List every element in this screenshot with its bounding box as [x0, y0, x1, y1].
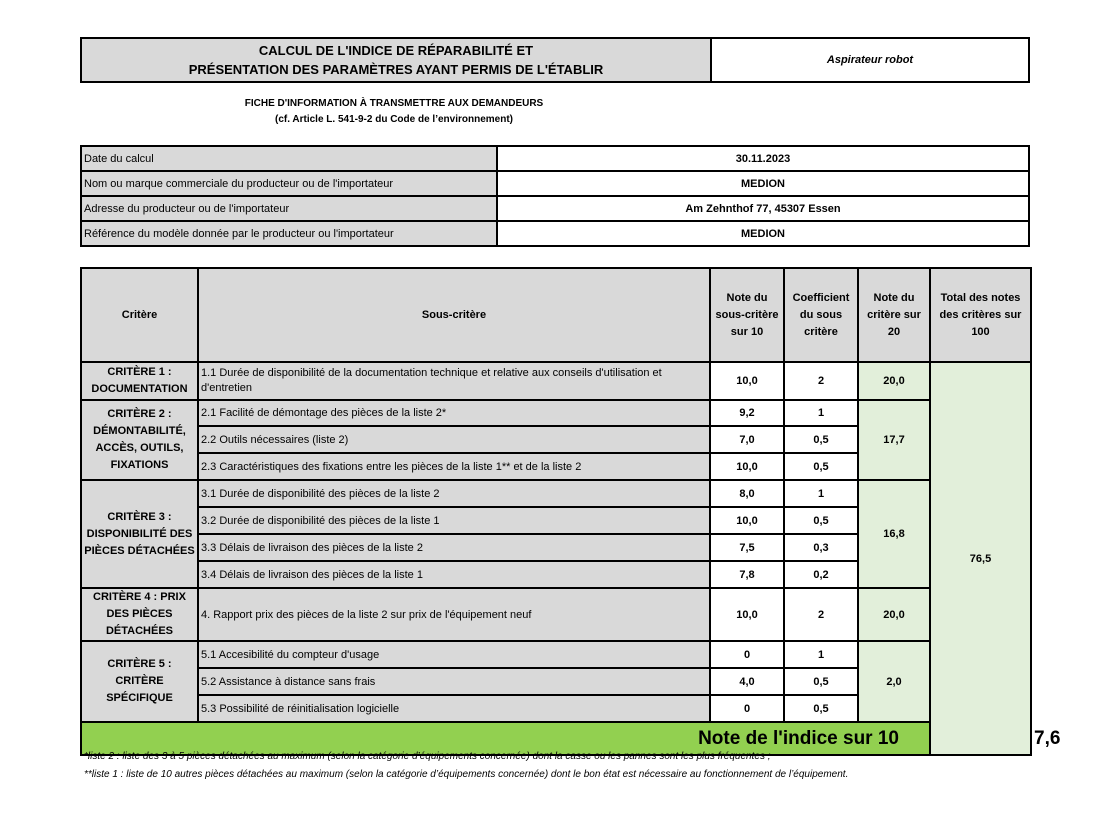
- info-label: Nom ou marque commerciale du producteur ou de l'importateur: [81, 171, 497, 196]
- subtitle-line-1: FICHE D'INFORMATION À TRANSMETTRE AUX DEMANDEURS: [244, 98, 544, 109]
- sub-criterion-coef: 2: [784, 588, 858, 641]
- criterion-1-note20: 20,0: [858, 362, 930, 400]
- footnote-1: *liste 2 : liste des 3 à 5 pièces détachées au maximum (selon la catégorie d’équipements concernée) dont la casse ou les pannes sont les plus fréquentes ;: [84, 751, 771, 762]
- criterion-3-note20: 16,8: [858, 480, 930, 588]
- info-row: [81, 171, 1029, 196]
- sub-criterion-coef: 0,3: [784, 534, 858, 561]
- col-header-note-sous: Note du sous-critère sur 10: [710, 268, 784, 362]
- sub-criterion-note: 10,0: [710, 362, 784, 400]
- title-block: [82, 39, 712, 81]
- footnotes: [84, 748, 848, 784]
- sub-criterion-note: 0: [710, 641, 784, 668]
- document-header: [80, 37, 1030, 83]
- col-header-sous-critere: Sous-critère: [198, 268, 710, 362]
- criterion-5-name: CRITÈRE 5 : CRITÈRE SPÉCIFIQUE: [81, 641, 198, 722]
- criterion-2-note20: 17,7: [858, 400, 930, 480]
- sub-criterion-note: 7,8: [710, 561, 784, 588]
- sub-criterion-coef: 0,2: [784, 561, 858, 588]
- table-row: [81, 480, 1031, 507]
- sub-criterion-label: 3.3 Délais de livraison des pièces de la liste 2: [198, 534, 710, 561]
- sub-criterion-coef: 0,5: [784, 668, 858, 695]
- header-row: [81, 268, 1031, 362]
- index-row: Note de l'indice sur 10 7,6: [81, 722, 1031, 755]
- footnote-2: **liste 1 : liste de 10 autres pièces détachées au maximum (selon la catégorie d’équipements concernée) dont le bon état est nécessaire au fonctionnement de l’équipement.: [84, 769, 849, 780]
- table-row: [81, 362, 1031, 400]
- subtitle: [80, 96, 708, 128]
- title-line-2: PRÉSENTATION DES PARAMÈTRES AYANT PERMIS DE L'ÉTABLIR: [188, 62, 604, 77]
- sub-criterion-label: 2.2 Outils nécessaires (liste 2): [198, 426, 710, 453]
- sub-criterion-note: 8,0: [710, 480, 784, 507]
- info-row: [81, 221, 1029, 246]
- info-label: Référence du modèle donnée par le producteur ou l'importateur: [81, 221, 497, 246]
- title-line-1: CALCUL DE L'INDICE DE RÉPARABILITÉ ET: [258, 43, 534, 58]
- sub-criterion-note: 10,0: [710, 588, 784, 641]
- info-value: Am Zehnthof 77, 45307 Essen: [497, 196, 1029, 221]
- info-label: Adresse du producteur ou de l'importateur: [81, 196, 497, 221]
- sub-criterion-note: 7,0: [710, 426, 784, 453]
- index-label: Note de l'indice sur 10: [81, 722, 930, 755]
- info-value: MEDION: [497, 221, 1029, 246]
- sub-criterion-coef: 0,5: [784, 695, 858, 722]
- sub-criterion-coef: 1: [784, 400, 858, 426]
- sub-criterion-label: 4. Rapport prix des pièces de la liste 2 sur prix de l'équipement neuf: [198, 588, 710, 641]
- sub-criterion-label: 3.2 Durée de disponibilité des pièces de la liste 1: [198, 507, 710, 534]
- sub-criterion-coef: 0,5: [784, 426, 858, 453]
- info-row: [81, 146, 1029, 171]
- col-header-critere: Critère: [81, 268, 198, 362]
- sub-criterion-note: 7,5: [710, 534, 784, 561]
- score-table: [80, 267, 1061, 756]
- sub-criterion-note: 10,0: [710, 453, 784, 480]
- sub-criterion-label: 1.1 Durée de disponibilité de la documentation technique et relative aux conseils d'utilisation et d'entretien: [198, 362, 710, 400]
- sub-criterion-label: 2.1 Facilité de démontage des pièces de la liste 2*: [198, 400, 710, 426]
- sub-criterion-label: 2.3 Caractéristiques des fixations entre les pièces de la liste 1** et de la liste 2: [198, 453, 710, 480]
- criterion-4-name: CRITÈRE 4 : PRIX DES PIÈCES DÉTACHÉES: [81, 588, 198, 641]
- sub-criterion-label: 5.2 Assistance à distance sans frais: [198, 668, 710, 695]
- col-header-coef: Coefficient du sous critère: [784, 268, 858, 362]
- criterion-2-name: CRITÈRE 2 : DÉMONTABILITÉ, ACCÈS, OUTILS, FIXATIONS: [81, 400, 198, 480]
- sub-criterion-label: 5.3 Possibilité de réinitialisation logicielle: [198, 695, 710, 722]
- sub-criterion-label: 5.1 Accesibilité du compteur d'usage: [198, 641, 710, 668]
- product-type: Aspirateur robot: [826, 54, 914, 66]
- info-label: Date du calcul: [81, 146, 497, 171]
- info-table: [80, 145, 1030, 247]
- sub-criterion-note: 9,2: [710, 400, 784, 426]
- criterion-4-note20: 20,0: [858, 588, 930, 641]
- sub-criterion-note: 4,0: [710, 668, 784, 695]
- info-row: [81, 196, 1029, 221]
- sub-criterion-coef: 0,5: [784, 507, 858, 534]
- sub-criterion-coef: 2: [784, 362, 858, 400]
- sub-criterion-label: 3.1 Durée de disponibilité des pièces de la liste 2: [198, 480, 710, 507]
- sub-criterion-label: 3.4 Délais de livraison des pièces de la liste 1: [198, 561, 710, 588]
- criterion-3-name: CRITÈRE 3 : DISPONIBILITÉ DES PIÈCES DÉTACHÉES: [81, 480, 198, 588]
- total-100: 76,5: [930, 362, 1031, 755]
- table-row: [81, 588, 1031, 641]
- sub-criterion-coef: 0,5: [784, 453, 858, 480]
- sub-criterion-coef: 1: [784, 641, 858, 668]
- sub-criterion-coef: 1: [784, 480, 858, 507]
- table-row: [81, 400, 1031, 426]
- col-header-note20: Note du critère sur 20: [858, 268, 930, 362]
- sub-criterion-note: 10,0: [710, 507, 784, 534]
- criterion-5-note20: 2,0: [858, 641, 930, 722]
- col-header-total: Total des notes des critères sur 100: [930, 268, 1031, 362]
- criterion-1-name: CRITÈRE 1 : DOCUMENTATION: [81, 362, 198, 400]
- info-value: MEDION: [497, 171, 1029, 196]
- info-value: 30.11.2023: [497, 146, 1029, 171]
- subtitle-line-2: (cf. Article L. 541-9-2 du Code de l’environnement): [274, 114, 513, 125]
- table-row: [81, 641, 1031, 668]
- sub-criterion-note: 0: [710, 695, 784, 722]
